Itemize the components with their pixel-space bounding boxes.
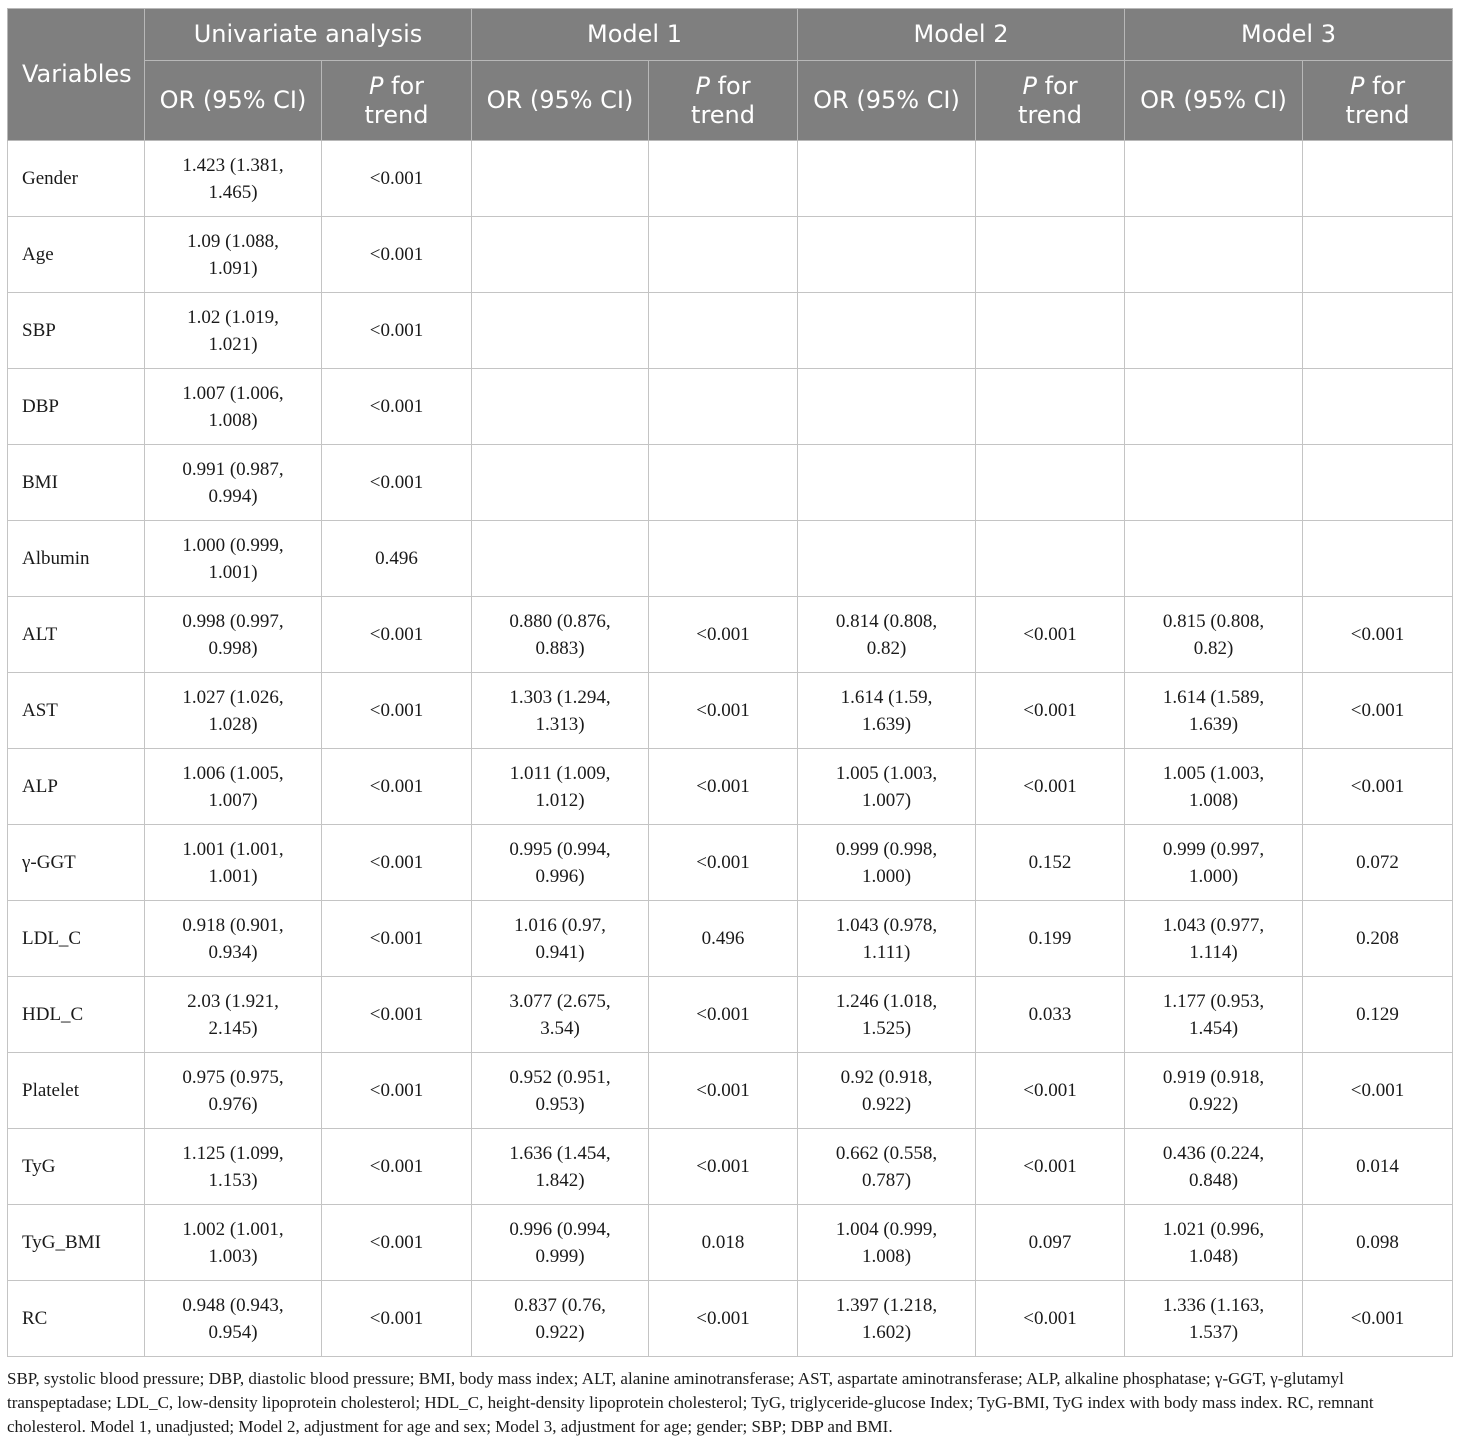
model-1-or-cell: 0.952 (0.951, 0.953) xyxy=(472,1053,649,1129)
univariate-p-cell: <0.001 xyxy=(322,369,472,445)
model-2-or-cell: 1.397 (1.218, 1.602) xyxy=(798,1281,976,1357)
model-3-or-cell: 0.919 (0.918, 0.922) xyxy=(1125,1053,1303,1129)
model-1-p-cell xyxy=(649,293,798,369)
model-2-or-cell: 1.005 (1.003, 1.007) xyxy=(798,749,976,825)
model-2-or-cell xyxy=(798,293,976,369)
or-header: OR (95% CI) xyxy=(145,61,322,141)
regression-table xyxy=(7,8,1453,1357)
p-trend-header: P for trend xyxy=(1303,61,1453,141)
variable-cell: BMI xyxy=(8,445,145,521)
group-header-univariate: Univariate analysis xyxy=(145,9,472,61)
univariate-p-cell: <0.001 xyxy=(322,1053,472,1129)
model-2-or-cell: 0.814 (0.808, 0.82) xyxy=(798,597,976,673)
variable-cell: Gender xyxy=(8,141,145,217)
table-row xyxy=(8,1281,1453,1357)
model-2-or-cell xyxy=(798,369,976,445)
variable-cell: TyG_BMI xyxy=(8,1205,145,1281)
model-1-p-cell xyxy=(649,369,798,445)
variable-cell: ALP xyxy=(8,749,145,825)
univariate-p-cell: <0.001 xyxy=(322,217,472,293)
table-row xyxy=(8,445,1453,521)
model-3-or-cell xyxy=(1125,369,1303,445)
model-2-p-cell xyxy=(976,141,1125,217)
model-1-p-cell: <0.001 xyxy=(649,977,798,1053)
variable-cell: Platelet xyxy=(8,1053,145,1129)
model-1-p-cell xyxy=(649,217,798,293)
model-2-or-cell xyxy=(798,217,976,293)
model-1-p-cell: 0.018 xyxy=(649,1205,798,1281)
univariate-p-cell: <0.001 xyxy=(322,1281,472,1357)
model-1-or-cell: 1.016 (0.97, 0.941) xyxy=(472,901,649,977)
table-row xyxy=(8,825,1453,901)
univariate-or-cell: 1.027 (1.026, 1.028) xyxy=(145,673,322,749)
model-1-or-cell xyxy=(472,445,649,521)
model-2-p-cell xyxy=(976,521,1125,597)
model-2-or-cell: 1.614 (1.59, 1.639) xyxy=(798,673,976,749)
or-header: OR (95% CI) xyxy=(798,61,976,141)
group-header-model-1: Model 1 xyxy=(472,9,798,61)
model-2-p-cell xyxy=(976,445,1125,521)
variable-cell: Albumin xyxy=(8,521,145,597)
model-2-or-cell xyxy=(798,445,976,521)
variable-cell: SBP xyxy=(8,293,145,369)
model-2-p-cell: 0.152 xyxy=(976,825,1125,901)
model-1-or-cell: 0.880 (0.876, 0.883) xyxy=(472,597,649,673)
group-header-model-2: Model 2 xyxy=(798,9,1125,61)
table-row xyxy=(8,293,1453,369)
model-2-p-cell: <0.001 xyxy=(976,673,1125,749)
model-1-p-cell: 0.496 xyxy=(649,901,798,977)
model-2-or-cell: 1.043 (0.978, 1.111) xyxy=(798,901,976,977)
model-1-or-cell: 1.303 (1.294, 1.313) xyxy=(472,673,649,749)
variable-cell: HDL_C xyxy=(8,977,145,1053)
variable-cell: DBP xyxy=(8,369,145,445)
table-row xyxy=(8,1053,1453,1129)
model-3-or-cell xyxy=(1125,141,1303,217)
model-1-or-cell: 1.011 (1.009, 1.012) xyxy=(472,749,649,825)
model-3-p-cell xyxy=(1303,521,1453,597)
model-3-or-cell xyxy=(1125,521,1303,597)
model-1-or-cell: 0.837 (0.76, 0.922) xyxy=(472,1281,649,1357)
model-1-p-cell: <0.001 xyxy=(649,749,798,825)
table-row xyxy=(8,673,1453,749)
model-3-p-cell xyxy=(1303,293,1453,369)
model-2-p-cell xyxy=(976,369,1125,445)
model-1-or-cell xyxy=(472,521,649,597)
univariate-or-cell: 1.000 (0.999, 1.001) xyxy=(145,521,322,597)
table-row xyxy=(8,597,1453,673)
univariate-p-cell: <0.001 xyxy=(322,673,472,749)
model-3-p-cell: 0.129 xyxy=(1303,977,1453,1053)
variable-cell: TyG xyxy=(8,1129,145,1205)
table-row xyxy=(8,901,1453,977)
variable-cell: Age xyxy=(8,217,145,293)
model-1-p-cell: <0.001 xyxy=(649,673,798,749)
model-1-p-cell xyxy=(649,141,798,217)
model-2-p-cell: <0.001 xyxy=(976,749,1125,825)
univariate-p-cell: <0.001 xyxy=(322,597,472,673)
univariate-or-cell: 1.007 (1.006, 1.008) xyxy=(145,369,322,445)
model-2-p-cell: <0.001 xyxy=(976,1129,1125,1205)
table-row xyxy=(8,217,1453,293)
p-trend-header: P for trend xyxy=(322,61,472,141)
variable-cell: ALT xyxy=(8,597,145,673)
model-3-or-cell: 0.815 (0.808, 0.82) xyxy=(1125,597,1303,673)
table-footnote: SBP, systolic blood pressure; DBP, diastolic blood pressure; BMI, body mass index; ALT, alanine aminotransferase; AST, aspartate aminotransferase; ALP, alkaline phosphatase; γ-GGT, γ-glutamyl transpeptadase; LDL_C, low-density lipoprotein cholesterol; HDL_C, height-density lipoprotein cholesterol; TyG, triglyceride-glucose Index; TyG-BMI, TyG index with body mass index. RC, remnant cholesterol. Model 1, unadjusted; Model 2, adjustment for age and sex; Model 3, adjustment for age; gender; SBP; DBP and BMI. xyxy=(7,1369,1374,1436)
univariate-or-cell: 0.918 (0.901, 0.934) xyxy=(145,901,322,977)
model-3-p-cell: 0.072 xyxy=(1303,825,1453,901)
univariate-or-cell: 2.03 (1.921, 2.145) xyxy=(145,977,322,1053)
p-trend-header: P for trend xyxy=(976,61,1125,141)
univariate-p-cell: <0.001 xyxy=(322,1205,472,1281)
univariate-p-cell: <0.001 xyxy=(322,445,472,521)
model-3-p-cell xyxy=(1303,445,1453,521)
model-2-or-cell: 1.004 (0.999, 1.008) xyxy=(798,1205,976,1281)
model-2-or-cell xyxy=(798,521,976,597)
variable-cell: LDL_C xyxy=(8,901,145,977)
variable-cell: RC xyxy=(8,1281,145,1357)
model-3-or-cell: 1.021 (0.996, 1.048) xyxy=(1125,1205,1303,1281)
table-row xyxy=(8,1205,1453,1281)
table-row xyxy=(8,977,1453,1053)
univariate-p-cell: <0.001 xyxy=(322,141,472,217)
model-3-p-cell xyxy=(1303,141,1453,217)
model-1-p-cell: <0.001 xyxy=(649,1053,798,1129)
model-1-or-cell: 3.077 (2.675, 3.54) xyxy=(472,977,649,1053)
model-1-p-cell xyxy=(649,521,798,597)
model-3-p-cell: 0.014 xyxy=(1303,1129,1453,1205)
model-3-p-cell: <0.001 xyxy=(1303,749,1453,825)
model-2-p-cell: <0.001 xyxy=(976,1281,1125,1357)
or-header: OR (95% CI) xyxy=(472,61,649,141)
univariate-or-cell: 1.02 (1.019, 1.021) xyxy=(145,293,322,369)
univariate-or-cell: 0.975 (0.975, 0.976) xyxy=(145,1053,322,1129)
model-2-p-cell: <0.001 xyxy=(976,1053,1125,1129)
model-2-or-cell: 1.246 (1.018, 1.525) xyxy=(798,977,976,1053)
univariate-or-cell: 0.948 (0.943, 0.954) xyxy=(145,1281,322,1357)
table-row xyxy=(8,749,1453,825)
model-1-p-cell: <0.001 xyxy=(649,597,798,673)
univariate-or-cell: 0.998 (0.997, 0.998) xyxy=(145,597,322,673)
variable-cell: AST xyxy=(8,673,145,749)
univariate-p-cell: 0.496 xyxy=(322,521,472,597)
model-2-or-cell xyxy=(798,141,976,217)
model-3-or-cell: 1.336 (1.163, 1.537) xyxy=(1125,1281,1303,1357)
model-1-p-cell xyxy=(649,445,798,521)
univariate-p-cell: <0.001 xyxy=(322,901,472,977)
model-3-or-cell xyxy=(1125,293,1303,369)
model-2-p-cell: <0.001 xyxy=(976,597,1125,673)
variable-cell: γ-GGT xyxy=(8,825,145,901)
model-2-p-cell: 0.033 xyxy=(976,977,1125,1053)
model-1-p-cell: <0.001 xyxy=(649,825,798,901)
model-3-p-cell: <0.001 xyxy=(1303,597,1453,673)
table-body xyxy=(8,141,1453,1357)
model-1-or-cell: 1.636 (1.454, 1.842) xyxy=(472,1129,649,1205)
model-1-p-cell: <0.001 xyxy=(649,1281,798,1357)
univariate-or-cell: 1.006 (1.005, 1.007) xyxy=(145,749,322,825)
model-1-or-cell xyxy=(472,217,649,293)
model-2-or-cell: 0.92 (0.918, 0.922) xyxy=(798,1053,976,1129)
model-3-p-cell: 0.098 xyxy=(1303,1205,1453,1281)
univariate-p-cell: <0.001 xyxy=(322,977,472,1053)
model-1-or-cell xyxy=(472,369,649,445)
univariate-p-cell: <0.001 xyxy=(322,749,472,825)
table-row xyxy=(8,1129,1453,1205)
model-2-p-cell: 0.199 xyxy=(976,901,1125,977)
univariate-or-cell: 0.991 (0.987, 0.994) xyxy=(145,445,322,521)
model-3-or-cell xyxy=(1125,217,1303,293)
univariate-p-cell: <0.001 xyxy=(322,1129,472,1205)
univariate-or-cell: 1.002 (1.001, 1.003) xyxy=(145,1205,322,1281)
table-row xyxy=(8,369,1453,445)
p-trend-header: P for trend xyxy=(649,61,798,141)
model-3-p-cell: <0.001 xyxy=(1303,1053,1453,1129)
model-3-or-cell xyxy=(1125,445,1303,521)
univariate-p-cell: <0.001 xyxy=(322,293,472,369)
model-3-p-cell: <0.001 xyxy=(1303,673,1453,749)
univariate-or-cell: 1.125 (1.099, 1.153) xyxy=(145,1129,322,1205)
or-header: OR (95% CI) xyxy=(1125,61,1303,141)
table-row xyxy=(8,521,1453,597)
univariate-p-cell: <0.001 xyxy=(322,825,472,901)
model-3-p-cell xyxy=(1303,217,1453,293)
model-3-or-cell: 0.436 (0.224, 0.848) xyxy=(1125,1129,1303,1205)
model-2-p-cell xyxy=(976,217,1125,293)
model-3-or-cell: 1.177 (0.953, 1.454) xyxy=(1125,977,1303,1053)
model-2-or-cell: 0.999 (0.998, 1.000) xyxy=(798,825,976,901)
univariate-or-cell: 1.423 (1.381, 1.465) xyxy=(145,141,322,217)
model-3-or-cell: 1.005 (1.003, 1.008) xyxy=(1125,749,1303,825)
model-3-or-cell: 1.043 (0.977, 1.114) xyxy=(1125,901,1303,977)
univariate-or-cell: 1.001 (1.001, 1.001) xyxy=(145,825,322,901)
model-2-or-cell: 0.662 (0.558, 0.787) xyxy=(798,1129,976,1205)
model-1-or-cell xyxy=(472,293,649,369)
group-header-model-3: Model 3 xyxy=(1125,9,1453,61)
table-container xyxy=(7,8,1452,1439)
univariate-or-cell: 1.09 (1.088, 1.091) xyxy=(145,217,322,293)
model-3-or-cell: 1.614 (1.589, 1.639) xyxy=(1125,673,1303,749)
model-3-p-cell: <0.001 xyxy=(1303,1281,1453,1357)
model-3-or-cell: 0.999 (0.997, 1.000) xyxy=(1125,825,1303,901)
model-1-or-cell: 0.996 (0.994, 0.999) xyxy=(472,1205,649,1281)
model-1-or-cell xyxy=(472,141,649,217)
model-2-p-cell: 0.097 xyxy=(976,1205,1125,1281)
model-3-p-cell: 0.208 xyxy=(1303,901,1453,977)
model-2-p-cell xyxy=(976,293,1125,369)
variables-header: Variables xyxy=(8,9,145,141)
model-1-or-cell: 0.995 (0.994, 0.996) xyxy=(472,825,649,901)
model-1-p-cell: <0.001 xyxy=(649,1129,798,1205)
table-row xyxy=(8,141,1453,217)
model-3-p-cell xyxy=(1303,369,1453,445)
table-header xyxy=(8,9,1453,141)
